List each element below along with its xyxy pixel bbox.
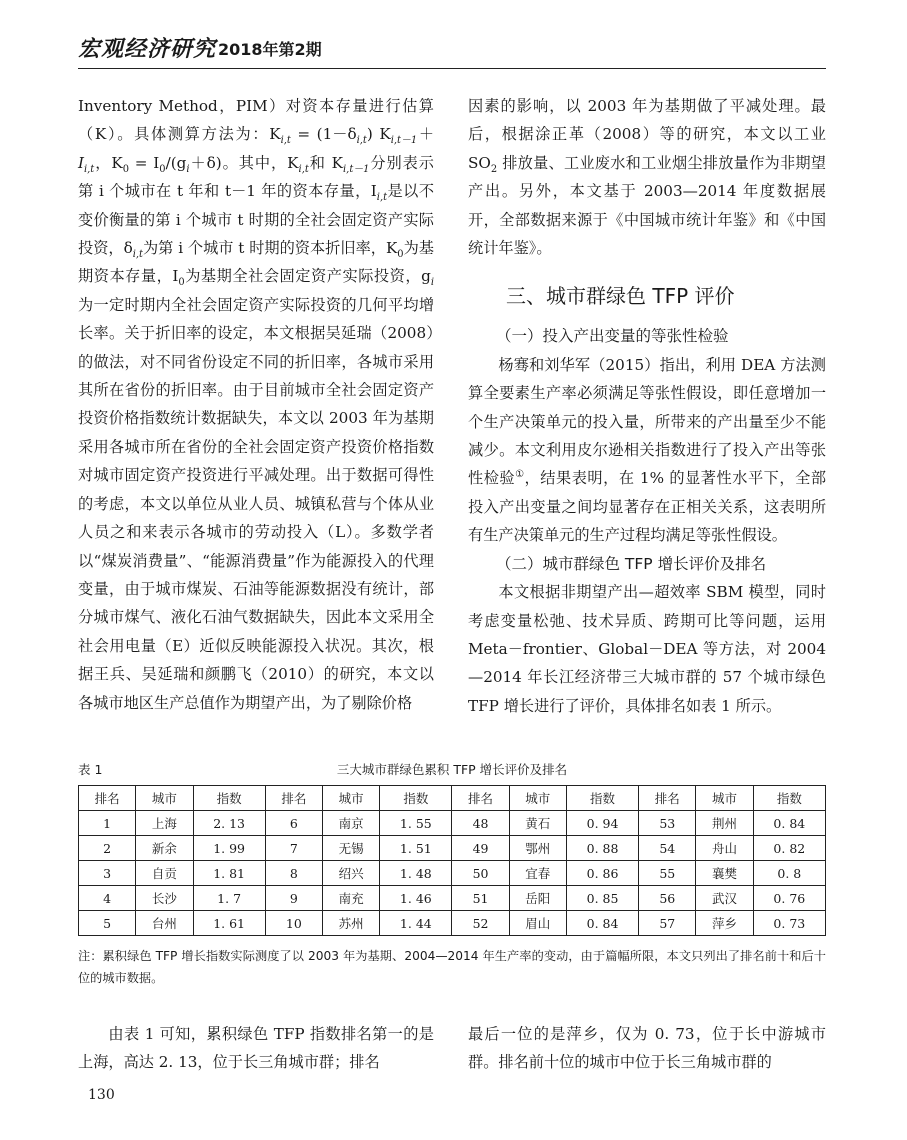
table-title: 三大城市群绿色累积 TFP 增长评价及排名 bbox=[336, 762, 568, 777]
cell-rank: 53 bbox=[639, 811, 696, 836]
ranking-table bbox=[78, 785, 826, 936]
cell-city: 南充 bbox=[322, 886, 379, 911]
table-header-row bbox=[79, 786, 826, 811]
cell-index: 1. 7 bbox=[193, 886, 265, 911]
subsection-title-2: （二）城市群绿色 TFP 增长评价及排名 bbox=[496, 554, 767, 573]
cell-rank: 48 bbox=[452, 811, 509, 836]
running-header bbox=[78, 28, 826, 69]
table-caption bbox=[78, 760, 826, 780]
cell-index: 0. 86 bbox=[566, 861, 638, 886]
cell-city: 长沙 bbox=[136, 886, 193, 911]
col-header: 排名 bbox=[79, 786, 136, 811]
cell-city: 绍兴 bbox=[322, 861, 379, 886]
col-header: 排名 bbox=[639, 786, 696, 811]
cell-city: 荆州 bbox=[696, 811, 753, 836]
cell-rank: 55 bbox=[639, 861, 696, 886]
cell-index: 0. 84 bbox=[753, 811, 825, 836]
cell-city: 武汉 bbox=[696, 886, 753, 911]
col-header: 指数 bbox=[380, 786, 452, 811]
cell-index: 0. 73 bbox=[753, 911, 825, 936]
cell-city: 自贡 bbox=[136, 861, 193, 886]
cell-city: 台州 bbox=[136, 911, 193, 936]
col-header: 城市 bbox=[696, 786, 753, 811]
table-row bbox=[79, 836, 826, 861]
cell-city: 眉山 bbox=[509, 911, 566, 936]
cell-rank: 10 bbox=[265, 911, 322, 936]
col-header: 排名 bbox=[452, 786, 509, 811]
paragraph-analysis-start: 由表 1 可知，累积绿色 TFP 指数排名第一的是上海，高达 2. 13，位于长三角城市群；排名 bbox=[78, 1025, 434, 1072]
cell-city: 南京 bbox=[322, 811, 379, 836]
cell-rank: 51 bbox=[452, 886, 509, 911]
cell-city: 无锡 bbox=[322, 836, 379, 861]
table-row bbox=[79, 911, 826, 936]
cell-rank: 7 bbox=[265, 836, 322, 861]
cell-city: 黄石 bbox=[509, 811, 566, 836]
col-header: 指数 bbox=[566, 786, 638, 811]
paragraph-ranking: 本文根据非期望产出—超效率 SBM 模型，同时考虑变量松弛、技术异质、跨期可比等问题，运用 Meta－frontier、Global－DEA 等方法，对 2004—2014 年长江经济带三大城市群的 57 个城市绿色 TFP 增长进行了评价，具体排名如表 1 所示。 bbox=[468, 583, 826, 715]
cell-rank: 4 bbox=[79, 886, 136, 911]
cell-index: 1. 46 bbox=[380, 886, 452, 911]
cell-city: 苏州 bbox=[322, 911, 379, 936]
cell-rank: 50 bbox=[452, 861, 509, 886]
cell-rank: 1 bbox=[79, 811, 136, 836]
footnote-marker[interactable]: ① bbox=[515, 469, 525, 481]
cell-index: 1. 44 bbox=[380, 911, 452, 936]
cell-city: 襄樊 bbox=[696, 861, 753, 886]
table-row bbox=[79, 811, 826, 836]
cell-index: 1. 48 bbox=[380, 861, 452, 886]
cell-rank: 52 bbox=[452, 911, 509, 936]
table-row bbox=[79, 886, 826, 911]
col-header: 城市 bbox=[509, 786, 566, 811]
cell-rank: 5 bbox=[79, 911, 136, 936]
cell-rank: 6 bbox=[265, 811, 322, 836]
cell-city: 萍乡 bbox=[696, 911, 753, 936]
table-number: 表 1 bbox=[78, 762, 103, 777]
table-row bbox=[79, 861, 826, 886]
journal-name: 宏观经济研究 bbox=[78, 36, 217, 62]
cell-index: 0. 94 bbox=[566, 811, 638, 836]
cell-index: 0. 82 bbox=[753, 836, 825, 861]
paragraph-analysis-cont: 最后一位的是萍乡，仅为 0. 73，位于长中游城市群。排名前十位的城市中位于长三角城市群的 bbox=[468, 1025, 826, 1072]
cell-index: 1. 51 bbox=[380, 836, 452, 861]
cell-index: 2. 13 bbox=[193, 811, 265, 836]
section-title: 三、城市群绿色 TFP 评价 bbox=[506, 284, 735, 309]
paragraph-isotonicity: 杨骞和刘华军（2015）指出，利用 DEA 方法测算全要素生产率必须满足等张性假设，即任意增加一个生产决策单元的投入量，所带来的产出量至少不能减少。本文利用皮尔逊相关指数进行了投入产出等张性检验①，结果表明，在 1% 的显著性水平下，全部投入产出变量之间均显著存在正相关关系，这表明所有生产决策单元的生产过程均满足等张性假设。 bbox=[468, 355, 827, 545]
table-note: 注：累积绿色 TFP 增长指数实际测度了以 2003 年为基期、2004—2014 年生产率的变动，由于篇幅所限，本文只列出了排名前十和后十位的城市数据。 bbox=[78, 949, 826, 985]
cell-index: 0. 85 bbox=[566, 886, 638, 911]
col-header: 城市 bbox=[322, 786, 379, 811]
cell-city: 舟山 bbox=[696, 836, 753, 861]
cell-city: 岳阳 bbox=[509, 886, 566, 911]
cell-city: 新余 bbox=[136, 836, 193, 861]
cell-rank: 8 bbox=[265, 861, 322, 886]
col-header: 指数 bbox=[753, 786, 825, 811]
bottom-right-column bbox=[468, 1020, 826, 1077]
cell-rank: 2 bbox=[79, 836, 136, 861]
cell-rank: 54 bbox=[639, 836, 696, 861]
cell-index: 1. 61 bbox=[193, 911, 265, 936]
left-column bbox=[78, 92, 434, 717]
cell-index: 1. 55 bbox=[380, 811, 452, 836]
cell-index: 1. 99 bbox=[193, 836, 265, 861]
cell-rank: 9 bbox=[265, 886, 322, 911]
bottom-left-column bbox=[78, 1020, 434, 1077]
paragraph-deflation: 因素的影响，以 2003 年为基期做了平减处理。最后，根据涂正革（2008）等的研究，本文以工业 $SO_2$ 排放量、工业废水和工业烟尘排放量作为非期望产出。另外，本文基于 2003—2014 年度数据展开，全部数据来源于《中国城市统计年鉴》和《中国统计年鉴》。 bbox=[468, 97, 826, 258]
cell-index: 0. 84 bbox=[566, 911, 638, 936]
cell-rank: 57 bbox=[639, 911, 696, 936]
cell-rank: 56 bbox=[639, 886, 696, 911]
paragraph-capital-stock: Inventory Method，PIM）对资本存量进行估算（K）。具体测算方法为：$K_{i,t} = (1-\delta_{i,t})$ $K_{i,t-1}+ I_{i,t}$，$K_0 = I_0/(g_i+\delta)$。其中，$K_{i,t}$和 $K_{i,t-1}$分别表示 第 i 个城市在 t 年和 t－1 年的资本存量，$I_{i,t}$是以不变价衡量的第 i 个城市 t 时期的全社会固定资产实际投资，$\delta_{i,t}$为第 i 个城市 t 时期的资本折旧率，$K_0$为基期资本存量，$I_0$为基期全社会固定资产实际投资，$g_i$为一定时期内全社会固定资产实际投资的几何平均增长率。关于折旧率的设定，本文根据吴延瑞（2008）的做法，对不同省份设定不同的折旧率，各城市采用其所在省份的折旧率。由于目前城市全社会固定资产投资价格指数统计数据缺失，本文以 2003 年为基期采用各城市所在省份的全社会固定资产投资价格指数对城市固定资产投资进行平减处理。出于数据可得性的考虑，本文以单位从业人员、城镇私营与个体从业人员之和来表示各城市的劳动投入（L）。多数学者以“煤炭消费量”、“能源消费量”作为能源投入的代理变量，由于城市煤炭、石油等能源数据没有统计，部分城市煤气、液化石油气数据缺失，因此本文采用全社会用电量（E）近似反映能源投入状况。其次，根据王兵、吴延瑞和颜鹏飞（2010）的研究，本文以各城市地区生产总值作为期望产出，为了剔除价格 bbox=[78, 97, 435, 712]
right-column bbox=[468, 92, 826, 720]
subsection-title-1: （一）投入产出变量的等张性检验 bbox=[496, 327, 729, 346]
cell-index: 0. 76 bbox=[753, 886, 825, 911]
issue-label: 2018年第2期 bbox=[218, 40, 322, 59]
col-header: 指数 bbox=[193, 786, 265, 811]
page-number: 130 bbox=[88, 1087, 115, 1103]
col-header: 城市 bbox=[136, 786, 193, 811]
cell-index: 0. 8 bbox=[753, 861, 825, 886]
cell-city: 鄂州 bbox=[509, 836, 566, 861]
cell-index: 1. 81 bbox=[193, 861, 265, 886]
cell-city: 宜春 bbox=[509, 861, 566, 886]
cell-rank: 3 bbox=[79, 861, 136, 886]
cell-city: 上海 bbox=[136, 811, 193, 836]
cell-rank: 49 bbox=[452, 836, 509, 861]
col-header: 排名 bbox=[265, 786, 322, 811]
cell-index: 0. 88 bbox=[566, 836, 638, 861]
